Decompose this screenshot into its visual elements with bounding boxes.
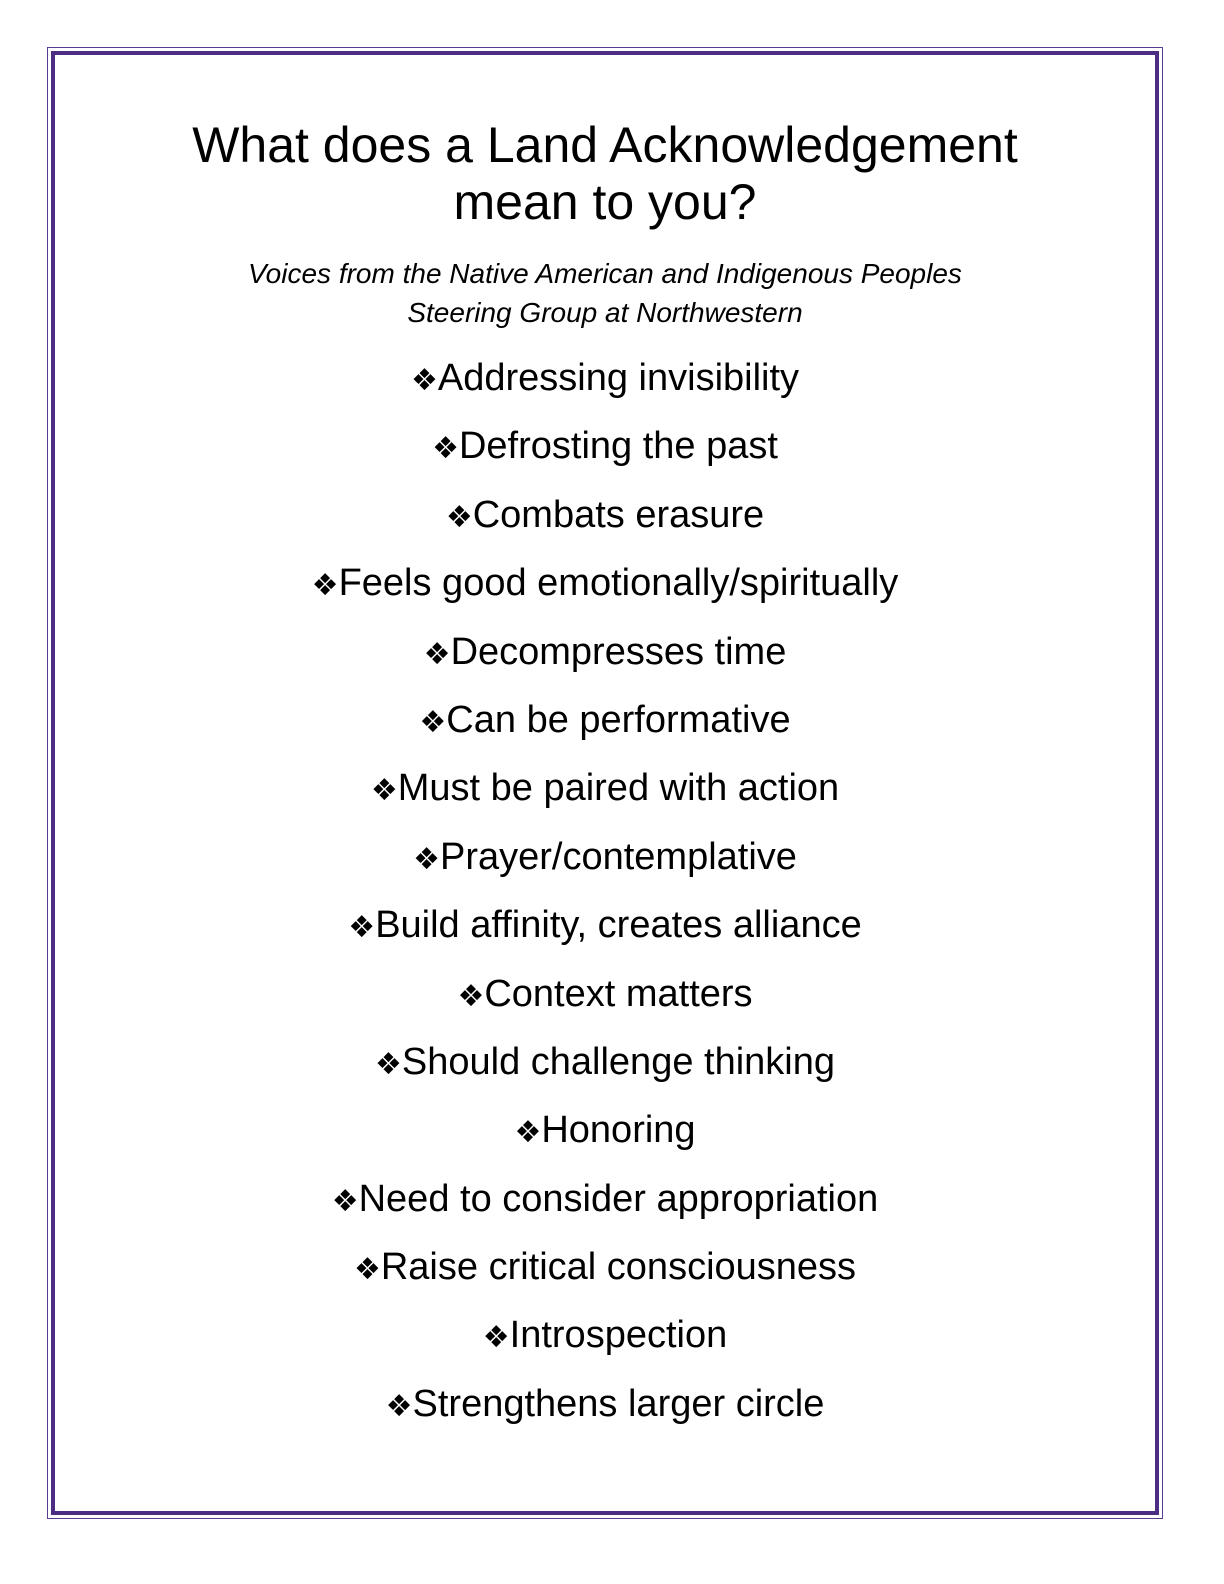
list-item-text: Defrosting the past xyxy=(458,425,778,468)
four-diamond-bullet-icon: ❖ xyxy=(457,978,485,1014)
list-item xyxy=(55,903,1155,971)
subtitle-line-1: Voices from the Native American and Indigenous Peoples xyxy=(248,258,962,289)
four-diamond-bullet-icon: ❖ xyxy=(413,841,440,877)
four-diamond-bullet-icon: ❖ xyxy=(410,363,438,398)
list-item-text: Raise critical consciousness xyxy=(380,1246,857,1289)
list-item xyxy=(55,972,1155,1040)
list-item xyxy=(55,698,1155,766)
list-item xyxy=(55,1245,1155,1313)
list-item xyxy=(55,493,1155,561)
list-item-text: Honoring xyxy=(541,1109,696,1152)
four-diamond-bullet-icon: ❖ xyxy=(423,636,451,672)
document-body xyxy=(55,55,1155,1450)
list-item-text: Addressing invisibility xyxy=(437,357,800,399)
title-line-2: mean to you? xyxy=(453,174,757,230)
list-item-text: Need to consider appropriation xyxy=(358,1177,879,1220)
list-item-text: Prayer/contemplative xyxy=(439,835,797,878)
list-item-text: Introspection xyxy=(509,1314,728,1357)
list-item-text: Decompresses time xyxy=(450,630,787,673)
four-diamond-bullet-icon: ❖ xyxy=(419,704,447,740)
list-item xyxy=(55,835,1155,903)
list-item xyxy=(55,1177,1155,1245)
list-item-text: Build affinity, creates alliance xyxy=(375,904,862,947)
subtitle-line-2: Steering Group at Northwestern xyxy=(407,297,803,328)
four-diamond-bullet-icon: ❖ xyxy=(311,568,339,604)
list-item-text: Must be paired with action xyxy=(397,767,840,810)
list-item xyxy=(55,766,1155,834)
list-item-text: Context matters xyxy=(484,972,753,1015)
list-item-text: Combats erasure xyxy=(472,493,765,536)
four-diamond-bullet-icon: ❖ xyxy=(331,1183,359,1219)
four-diamond-bullet-icon: ❖ xyxy=(370,773,398,809)
acknowledgement-list xyxy=(55,356,1155,1450)
four-diamond-bullet-icon: ❖ xyxy=(514,1115,542,1151)
list-item xyxy=(55,1108,1155,1176)
list-item-text: Can be performative xyxy=(446,698,791,741)
subtitle xyxy=(55,254,1155,332)
four-diamond-bullet-icon: ❖ xyxy=(445,499,473,535)
four-diamond-bullet-icon: ❖ xyxy=(348,910,376,946)
list-item xyxy=(55,561,1155,629)
four-diamond-bullet-icon: ❖ xyxy=(353,1252,381,1288)
list-item xyxy=(55,1313,1155,1381)
four-diamond-bullet-icon: ❖ xyxy=(385,1388,413,1424)
list-item xyxy=(55,424,1155,492)
list-item-text: Feels good emotionally/spiritually xyxy=(338,562,899,605)
list-item xyxy=(55,1382,1155,1450)
title-line-1: What does a Land Acknowledgement xyxy=(192,117,1018,173)
four-diamond-bullet-icon: ❖ xyxy=(482,1320,510,1356)
list-item xyxy=(55,1040,1155,1108)
four-diamond-bullet-icon: ❖ xyxy=(374,1046,402,1082)
list-item-text: Strengthens larger circle xyxy=(412,1382,825,1425)
list-item-text: Should challenge thinking xyxy=(401,1040,835,1083)
page-title xyxy=(55,117,1155,231)
four-diamond-bullet-icon: ❖ xyxy=(432,431,459,467)
list-item xyxy=(55,630,1155,698)
list-item xyxy=(55,356,1155,424)
